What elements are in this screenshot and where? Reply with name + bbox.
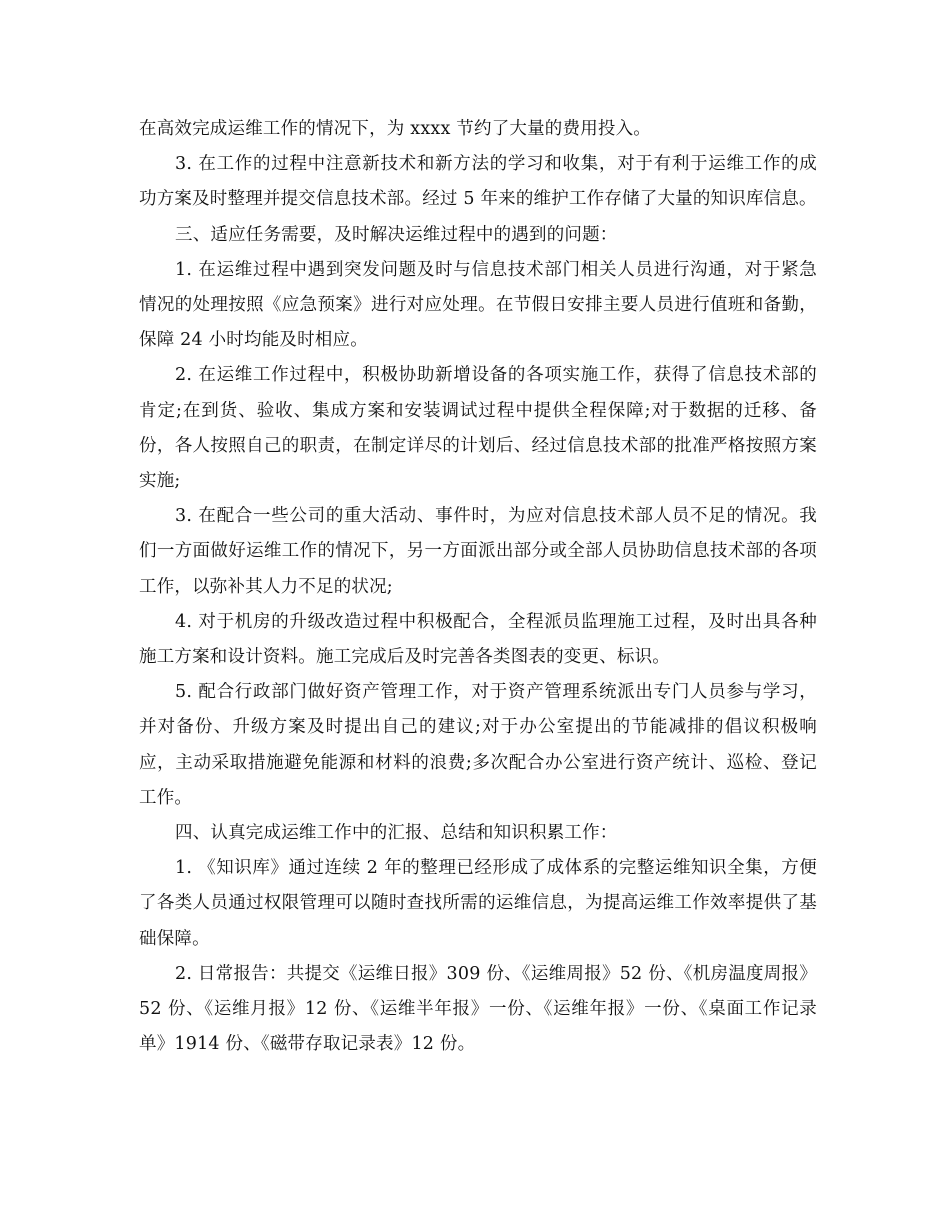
paragraph-item-3-major-events: 3. 在配合一些公司的重大活动、事件时，为应对信息技术部人员不足的情况。我们一方面做好运维工作的情况下，另一方面派出部分或全部人员协助信息技术部的各项工作，以弥补其人力不足的状况; [139, 506, 817, 597]
paragraph-item-4-server-room: 4. 对于机房的升级改造过程中积极配合，全程派员监理施工过程，及时出具各种施工方案和设计资料。施工完成后及时完善各类图表的变更、标识。 [139, 611, 817, 668]
document-body [139, 112, 817, 1062]
paragraph-item-1-knowledge-base: 1. 《知识库》通过连续 2 年的整理已经形成了成体系的完整运维知识全集，方便了各类人员通过权限管理可以随时查找所需的运维信息，为提高运维工作效率提供了基础保障。 [139, 858, 817, 949]
paragraph-item-2-daily-reports: 2. 日常报告：共提交《运维日报》309 份、《运维周报》52 份、《机房温度周报》52 份、《运维月报》12 份、《运维半年报》一份、《运维年报》一份、《桌面工作记录单》1914 份、《磁带存取记录表》12 份。 [139, 963, 817, 1055]
paragraph-continuation: 在高效完成运维工作的情况下，为 xxxx 节约了大量的费用投入。 [139, 119, 652, 139]
paragraph-item-3-new-technology: 3. 在工作的过程中注意新技术和新方法的学习和收集，对于有利于运维工作的成功方案及时整理并提交信息技术部。经过 5 年来的维护工作存储了大量的知识库信息。 [139, 154, 817, 210]
section-heading-3: 三、适应任务需要，及时解决运维过程中的遇到的问题： [175, 224, 618, 245]
paragraph-item-5-asset-management: 5. 配合行政部门做好资产管理工作，对于资产管理系统派出专门人员参与学习，并对备份、升级方案及时提出自己的建议;对于办公室提出的节能减排的倡议积极响应，主动采取措施避免能源和材料的浪费;多次配合办公室进行资产统计、巡检、登记工作。 [139, 682, 817, 808]
section-heading-4: 四、认真完成运维工作中的汇报、总结和知识积累工作： [175, 823, 618, 844]
paragraph-item-2-new-equipment: 2. 在运维工作过程中，积极协助新增设备的各项实施工作，获得了信息技术部的肯定;在到货、验收、集成方案和安装调试过程中提供全程保障;对于数据的迁移、备份，各人按照自己的职责，在制定详尽的计划后、经过信息技术部的批准严格按照方案实施; [139, 365, 817, 492]
paragraph-item-1-emergency: 1. 在运维过程中遇到突发问题及时与信息技术部门相关人员进行沟通，对于紧急情况的处理按照《应急预案》进行对应处理。在节假日安排主要人员进行值班和备勤，保障 24 小时均能及时相应。 [139, 259, 817, 351]
